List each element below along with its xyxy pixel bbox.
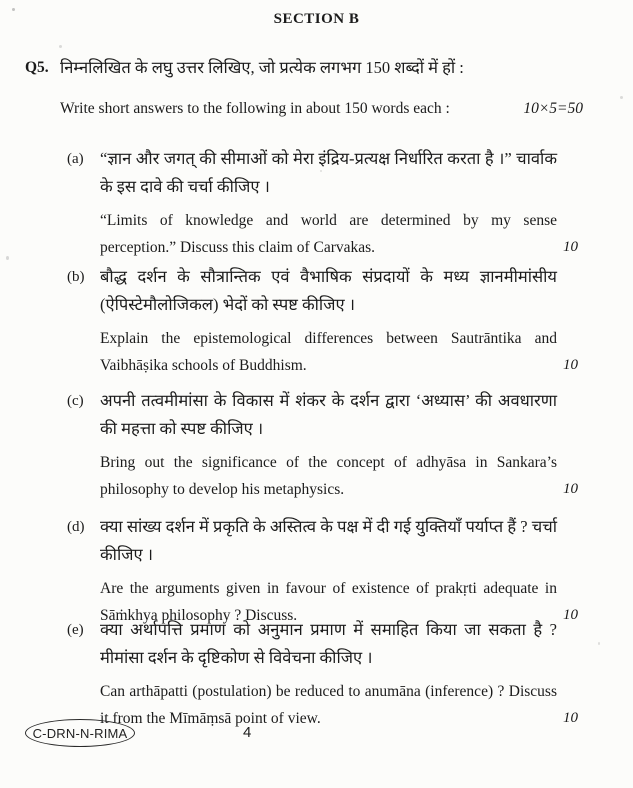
subquestion-d-hindi: क्या सांख्य दर्शन में प्रकृति के अस्तित्व के पक्ष में दी गई युक्तियाँ पर्याप्त हैं ? चर्चा कीजिए । xyxy=(100,517,557,564)
question-number: Q5. xyxy=(25,59,49,76)
subquestion-b-marks: 10 xyxy=(563,357,578,373)
subquestion-a-marks: 10 xyxy=(563,239,578,255)
total-marks: 10×5=50 xyxy=(523,100,583,117)
subquestion-b-english: Explain the epistemological differences between Sautrāntika and Vaibhāṣika schools of Buddhism. xyxy=(100,330,557,374)
question-intro-row xyxy=(60,95,583,122)
scan-speck xyxy=(59,45,62,48)
subquestion-e-english: Can arthāpatti (postulation) be reduced to anumāna (inference) ? Discuss it from the Mīmāṃsā point of view. xyxy=(100,683,557,727)
subquestion-d-marks: 10 xyxy=(563,607,578,623)
subquestion-e-label: (e) xyxy=(67,622,84,638)
section-title: SECTION B xyxy=(273,11,360,27)
subquestion-b-hindi: बौद्ध दर्शन के सौत्रान्तिक एवं वैभाषिक संप्रदायों के मध्य ज्ञानमीमांसीय (ऐपिस्टेमौलोजिकल) भेदों को स्पष्ट कीजिए । xyxy=(100,267,557,314)
booklet-code: C-DRN-N-RIMA xyxy=(32,725,128,741)
page-number: 4 xyxy=(243,724,252,741)
subquestion-a-label: (a) xyxy=(67,151,84,167)
subquestion-c-label: (c) xyxy=(67,393,84,409)
subquestion-e xyxy=(67,616,578,732)
scan-speck xyxy=(598,642,600,645)
question-text-english: Write short answers to the following in about 150 words each : xyxy=(60,100,450,117)
subquestion-b xyxy=(67,263,578,379)
subquestion-c-marks: 10 xyxy=(563,481,578,497)
subquestion-e-hindi: क्या अर्थापत्ति प्रमाण को अनुमान प्रमाण में समाहित किया जा सकता है ? मीमांसा दर्शन के दृष्टिकोण से विवेचना कीजिए । xyxy=(100,620,557,667)
question-5 xyxy=(25,54,581,82)
subquestion-c xyxy=(67,387,578,503)
booklet-code-stamp xyxy=(25,719,135,747)
subquestion-c-hindi: अपनी तत्वमीमांसा के विकास में शंकर के दर्शन द्वारा ‘अध्यास’ की अवधारणा की महत्ता को स्पष्ट कीजिए । xyxy=(100,391,557,438)
subquestion-a-hindi: “ज्ञान और जगत् की सीमाओं को मेरा इंद्रिय-प्रत्यक्ष निर्धारित करता है ।” चार्वाक के इस दावे की चर्चा कीजिए । xyxy=(100,149,557,196)
subquestion-a xyxy=(67,145,578,261)
subquestion-a-english: “Limits of knowledge and world are determined by my sense perception.” Discuss this claim of Carvakas. xyxy=(100,212,557,256)
subquestion-c-english: Bring out the significance of the concept of adhyāsa in Sankara’s philosophy to develop his metaphysics. xyxy=(100,454,557,498)
subquestion-e-marks: 10 xyxy=(563,710,578,726)
subquestion-d xyxy=(67,513,578,629)
subquestion-d-label: (d) xyxy=(67,519,85,535)
subquestion-b-label: (b) xyxy=(67,269,85,285)
scan-speck xyxy=(620,96,623,99)
scan-speck xyxy=(12,8,15,11)
scan-speck xyxy=(6,256,9,260)
subquestion-d-english: Are the arguments given in favour of existence of prakṛti adequate in Sāṁkhya philosophy ? Discuss. xyxy=(100,580,557,624)
question-text-hindi: निम्नलिखित के लघु उत्तर लिखिए, जो प्रत्येक लगभग 150 शब्दों में हों : xyxy=(60,58,464,77)
scan-speck xyxy=(320,170,322,172)
